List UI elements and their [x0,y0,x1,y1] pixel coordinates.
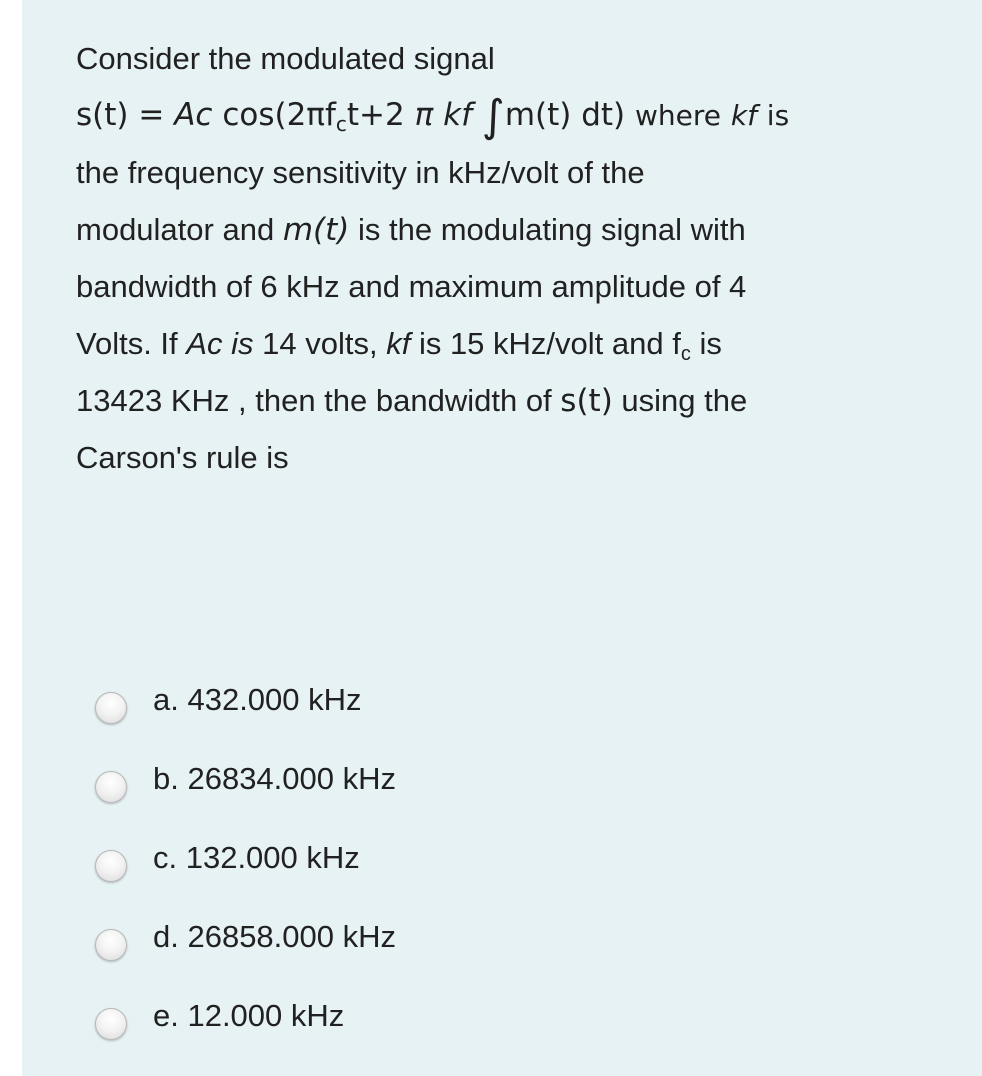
line6-text-d: is [699,326,722,361]
question-line-3: the frequency sensitivity in kHz/volt of the [76,155,645,190]
radio-button-c[interactable] [95,850,127,882]
line7-text-a: 13423 KHz , then the bandwidth of [76,383,552,418]
formula-kf-2: kf [730,99,757,132]
line4-text-b: is the modulating signal with [357,212,746,247]
option-b-label[interactable]: b. 26834.000 kHz [153,760,397,796]
formula-is: is [766,99,790,132]
integral-symbol: ∫ [481,91,505,142]
line6-text-b: 14 volts, [262,326,378,361]
line6-ac: Ac is [186,326,254,361]
formula-pi: π [414,97,434,133]
option-d-label[interactable]: d. 26858.000 kHz [153,918,397,954]
option-c[interactable] [95,818,396,897]
radio-button-a[interactable] [95,692,127,724]
question-line-4 [76,201,956,258]
line6-kf: kf [386,326,411,361]
answer-options [95,660,396,1055]
option-a[interactable] [95,660,396,739]
formula-m-t-dt: m(t) dt) [504,97,626,133]
option-e-label[interactable]: e. 12.000 kHz [153,997,345,1033]
formula-kf: kf [443,97,473,133]
formula-line [76,87,956,144]
formula-where: where [635,99,721,132]
question-line-1: Consider the modulated signal [76,41,495,76]
question-text [76,30,956,486]
option-a-label[interactable]: a. 432.000 kHz [153,681,362,717]
formula-t-plus: t+2 [346,97,405,133]
question-line-5: bandwidth of 6 kHz and maximum amplitude of 4 [76,269,747,304]
option-b[interactable] [95,739,396,818]
radio-button-e[interactable] [95,1008,127,1040]
formula-cos: cos(2πf [222,97,336,133]
question-line-8: Carson's rule is [76,440,289,475]
option-c-label[interactable]: c. 132.000 kHz [153,839,360,875]
line7-text-b: using the [621,383,748,418]
line6-text-a: Volts. If [76,326,178,361]
line4-m-t: m(t) [282,212,350,248]
line6-c-subscript: c [680,343,691,365]
formula-ac: Ac [174,97,213,133]
line6-text-c: is 15 kHz/volt and f [418,326,681,361]
radio-button-b[interactable] [95,771,127,803]
radio-button-d[interactable] [95,929,127,961]
line7-s-t: s(t) [560,383,613,419]
formula-c-subscript: c [335,112,347,136]
option-e[interactable] [95,976,396,1055]
line4-text-a: modulator and [76,212,275,247]
formula-equals: = [138,97,165,133]
question-panel [22,0,982,1076]
question-line-7 [76,372,956,429]
question-line-6 [76,315,956,372]
formula-s-t: s(t) [76,97,129,133]
option-d[interactable] [95,897,396,976]
